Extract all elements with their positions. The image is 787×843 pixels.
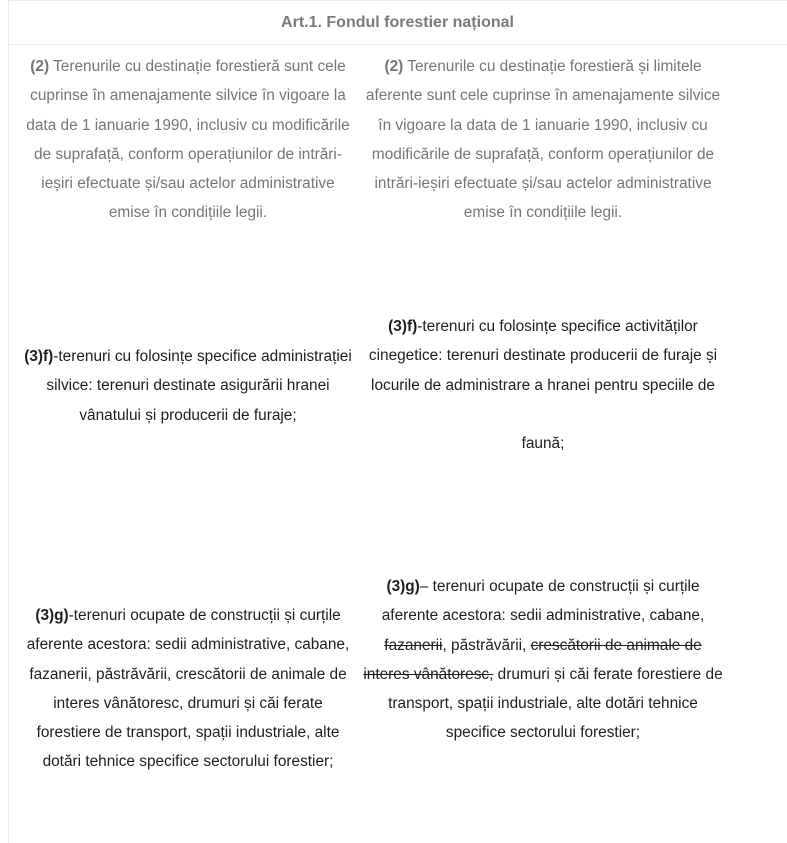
new-paragraph-3f-letter: (3)f) (388, 318, 418, 335)
new-paragraph-3g-text-2: , păstrăvării, (442, 636, 531, 654)
new-paragraph-3f (363, 312, 723, 458)
new-paragraph-2-text: Terenurile cu destinație forestieră și limitele aferente sunt cele cuprinse în amenajamente silvice în vigoare la data de 1 ianuarie 1990, inclusiv cu modificările de suprafață, conform operațiunilor de intrări-ieșiri efectuate și/sau actelor administrative emise în condițiile legii. (365, 58, 721, 222)
old-paragraph-3g (24, 601, 352, 777)
struck-crescatorii: crescătorii de animale de interes vânătoresc, (363, 636, 702, 683)
struck-fazanerii: fazanerii (384, 636, 443, 654)
new-paragraph-3f-text: -terenuri cu folosințe specifice activităților cinegetice: terenuri destinate producerii de furaje și locurile de administrare a hranei pentru speciile de (368, 318, 718, 394)
article-title: Art.1. Fondul forestier național (281, 14, 514, 31)
article-header (8, 0, 787, 45)
new-paragraph-2-number: (2) (384, 58, 404, 75)
old-paragraph-3f-text: -terenuri cu folosințe specifice administrației silvice: terenuri destinate asigurării hranei vânatului și producerii de furaje; (46, 348, 352, 424)
new-paragraph-3g-letter: (3)g) (386, 578, 420, 595)
old-paragraph-3f-letter: (3)f) (24, 348, 54, 365)
new-paragraph-3f-ending: faună; (521, 434, 565, 452)
old-paragraph-2-text: Terenurile cu destinație forestieră sunt cele cuprinse în amenajamente silvice în vigoare la data de 1 ianuarie 1990, inclusiv cu modificările de suprafață, conform operațiunilor de intrări-ieșiri efectuate și/sau actelor administrative emise în condițiile legii. (26, 58, 350, 222)
old-paragraph-2 (24, 52, 352, 228)
new-paragraph-3g (363, 572, 723, 748)
old-paragraph-3f (20, 342, 356, 430)
old-paragraph-3g-text: -terenuri ocupate de construcții și curțile aferente acestora: sedii administrative, cabane, fazanerii, păstrăvării, crescătorii de animale de interes vânătoresc, drumuri și căi ferate forestiere de transport, spații industriale, alte dotări tehnice specifice sectorului forestier; (26, 607, 350, 771)
new-paragraph-3g-text-3: drumuri și căi ferate forestiere de transport, spații industriale, alte dotări tehnice specifice sectorului forestier; (388, 665, 723, 742)
old-paragraph-2-number: (2) (30, 58, 50, 75)
old-paragraph-3g-letter: (3)g) (35, 607, 69, 624)
new-paragraph-3g-text-1: – terenuri ocupate de construcții și curțile aferente acestora: sedii administrative, cabane, (381, 578, 705, 625)
new-paragraph-2 (363, 52, 723, 228)
